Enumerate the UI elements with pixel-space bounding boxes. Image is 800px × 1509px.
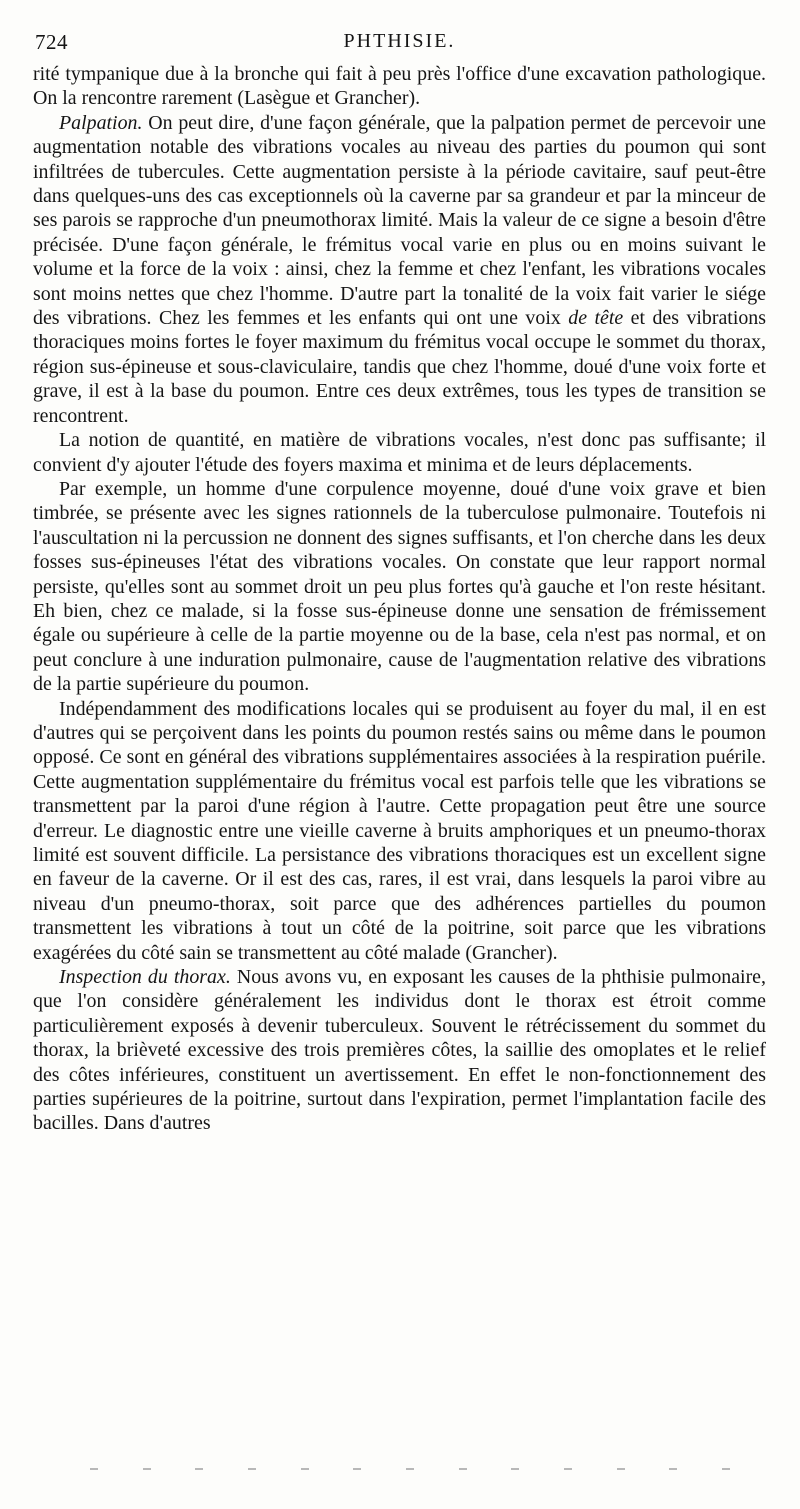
paragraph-continuation: rité tympanique due à la bronche qui fait à peu près l'office d'une excavation pathologique. On la rencontre rarement (Lasègue et Grancher). [33, 63, 766, 110]
paragraph-text: Nous avons vu, en exposant les causes de la phthisie pulmonaire, que l'on considère généralement les individus dont le thorax est étroit comme particulièrement exposés à devenir tuberculeux. Souvent le rétrécissement du sommet du thorax, la brièveté excessive des trois premières côtes, la saillie des omoplates et le relief des côtes inférieures, constituent un avertissement. En effet le non-fonctionnement des parties supérieures de la poitrine, surtout dans l'expiration, permet l'implantation facile des bacilles. Dans d'autres [33, 966, 766, 1135]
paragraph-exemple: Par exemple, un homme d'une corpulence moyenne, doué d'une voix grave et bien timbrée, se présente avec les signes rationnels de la tuberculose pulmonaire. Toutefois ni l'auscultation ni la percussion ne donnent des signes suffisants, et l'on cherche dans les deux fosses sus-épineuses l'état des vibrations vocales. On constate que leur rapport normal persiste, qu'elles sont au sommet droit un peu plus fortes qu'à gauche et l'on reste hésitant. Eh bien, chez ce malade, si la fosse sus-épineuse donne une sensation de frémissement égale ou supérieure à celle de la partie moyenne ou de la base, cela n'est pas normal, et on peut conclure à une induration pulmonaire, cause de l'augmentation relative des vibrations de la partie supérieure du poumon. [33, 477, 766, 696]
section-lead-inspection: Inspection du thorax. [59, 966, 231, 989]
emphasis-de-tete: de tête [568, 307, 624, 330]
section-lead-palpation: Palpation. [59, 111, 143, 134]
paragraph-independamment: Indépendamment des modifications locales qui se produisent au foyer du mal, il en est d'autres qui se perçoivent dans les points du poumon restés sains ou même dans le poumon opposé. Ce sont en général des vibrations supplémentaires associées à la respiration puérile. Cette augmentation supplémentaire du frémitus vocal est parfois telle que les vibrations se transmettent par la paroi d'une région à l'autre. Cette propagation peut être une source d'erreur. Le diagnostic entre une vieille caverne à bruits amphoriques et un pneumo-thorax limité est souvent difficile. La persistance des vibrations thoraciques est un excellent signe en faveur de la caverne. Or il est des cas, rares, il est vrai, dans lesquels la paroi vibre au niveau d'un pneumo-thorax, soit parce que des adhérences partielles du poumon transmettent les vibrations à tout un côté de la poitrine, soit parce que les vibrations exagérées du côté sain se transmettent au côté malade (Grancher). [33, 697, 766, 964]
page-number: 724 [35, 30, 68, 54]
paragraph-text: On peut dire, d'une façon générale, que la palpation permet de percevoir une augmentation notable des vibrations vocales au niveau des parties du poumon qui sont infiltrées de tubercules. Cette augmentation persiste à la période cavitaire, sauf peut-être dans quelques-uns des cas exceptionnels où la caverne par sa grandeur et par la minceur de ses parois se rapproche d'un pneumothorax limité. Mais la valeur de ce signe a besoin d'être précisée. D'une façon générale, le frémitus vocal varie en plus ou en moins suivant le volume et la force de la voix : ainsi, chez la femme et chez l'enfant, les vibrations vocales sont moins nettes que chez l'homme. D'autre part la tonalité de la voix fait varier le siége des vibrations. Chez les femmes et les enfants qui ont une voix [33, 111, 766, 330]
scan-artifact-marks [90, 1468, 730, 1476]
paragraph-quantite: La notion de quantité, en matière de vibrations vocales, n'est donc pas suffisante; il convient d'y ajouter l'étude des foyers maxima et minima et de leurs déplacements. [33, 429, 766, 476]
running-head: PHTHISIE. [343, 30, 456, 52]
body-text [33, 62, 766, 1136]
page [33, 26, 766, 1136]
paragraph-inspection [33, 965, 766, 1136]
page-header [33, 26, 766, 62]
paragraph-text: et des vibrations thoraciques moins fortes le foyer maximum du frémitus vocal occupe le sommet du thorax, région sus-épineuse et sous-claviculaire, tandis que chez l'homme, doué d'une voix forte et grave, il est à la base du poumon. Entre ces deux extrêmes, tous les types de transition se rencontrent. [33, 307, 766, 427]
paragraph-palpation [33, 111, 766, 428]
